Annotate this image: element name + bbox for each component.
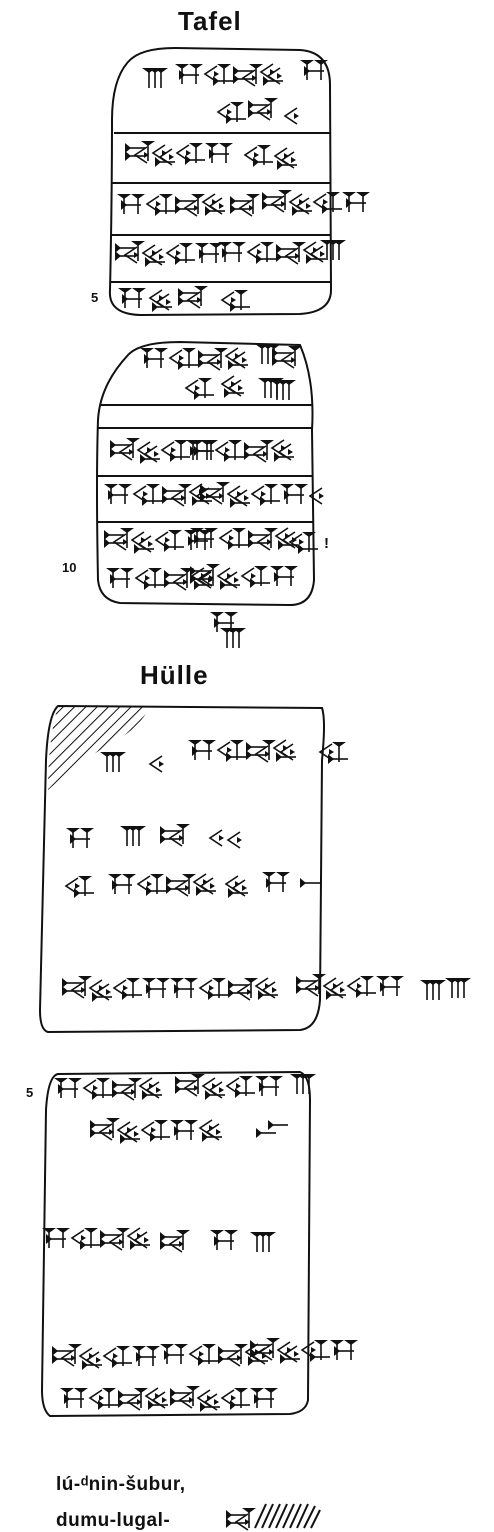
line-number: 10 xyxy=(62,560,77,575)
transliteration-line-1: lú-ᵈnin-šubur, xyxy=(56,1474,186,1495)
exclamation-mark: ! xyxy=(324,535,329,552)
heading-tablet: Tafel xyxy=(178,6,242,36)
line-number: 5 xyxy=(91,290,99,305)
envelope-obverse-signs xyxy=(62,740,471,1002)
tablet-obverse xyxy=(110,48,331,315)
transliteration-line-2: dumu-lugal- xyxy=(56,1510,171,1531)
heading-envelope: Hülle xyxy=(140,660,209,690)
broken-sign-hatching xyxy=(226,1504,320,1530)
line-number: 5 xyxy=(26,1085,34,1100)
